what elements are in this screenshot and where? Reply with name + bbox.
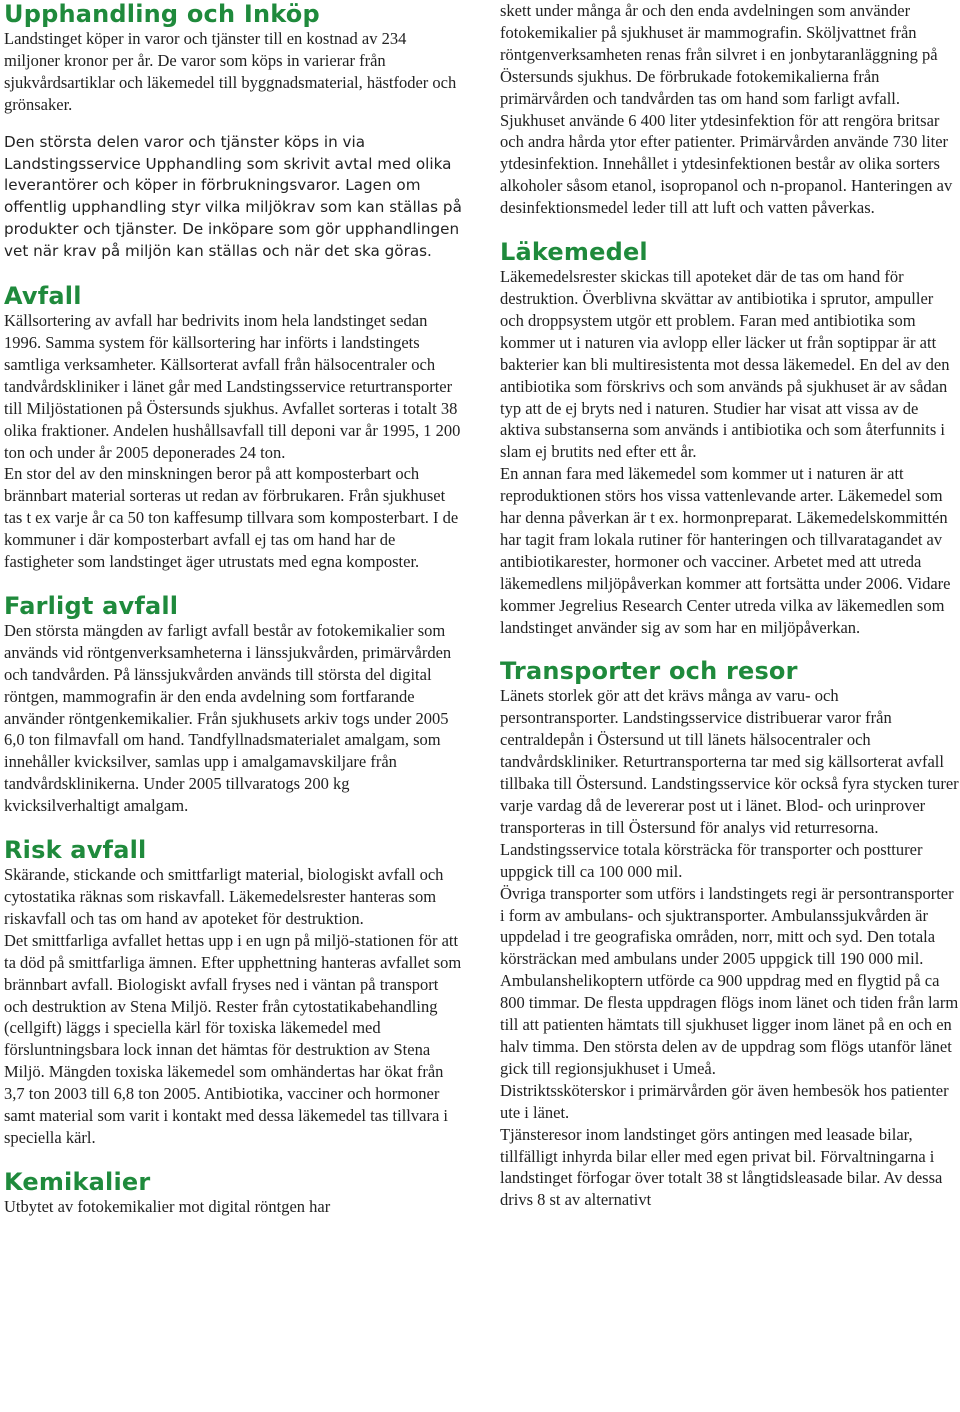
right-column <box>500 0 960 1211</box>
paragraph-risk-avfall-2: Det smittfarliga avfallet hettas upp i en ugn på miljö-stationen för att ta död på smittfarliga ämnen. Efter upphettning hanteras avfallet som brännbart avfall. Biologiskt avfall fryses ned i väntan på transport och destruktion av Stena Miljö. Rester från cytostatikabehandling (cellgift) läggs i speciella kärl för toxiska läkemedel med försluntningsbara lock innan det hämtas för destruktion av Stena Miljö. Mängden toxiska läkemedel som omhändertas har ökat från 3,7 ton 2003 till 6,8 ton 2005. Antibiotika, vacciner och hormoner samt material som varit i kontakt med dessa läkemedel tas tillvara i speciella kärl. <box>4 930 462 1147</box>
paragraph-kemikalier: Utbytet av fotokemikalier mot digital röntgen har <box>4 1196 331 1216</box>
paragraph-transporter-3: Distriktssköterskor i primärvården gör även hembesök hos patienter ute i länet. <box>500 1080 949 1122</box>
left-column <box>4 0 466 1218</box>
paragraph-transporter-1: Länets storlek gör att det krävs många av varu- och persontransporter. Landstingsservice distribuerar varor från centraldepån i Östersund ut till länets hälsocentraler och tandvårdskliniker. Returtransporterna tar med sig källsorterat avfall tillbaka till Östersund. Landstingsservice kör också fyra stycken turer varje vardag då de levererar post ut i länet. Blod- och urinprover transporteras in till Östersund för analys vid returresorna. Landstingsservice totala körsträcka för transporter och postturer uppgick till ca 100 000 mil. <box>500 686 959 881</box>
paragraph-avfall-2: En stor del av den minskningen beror på att komposterbart och brännbart material sorteras ut redan av förbrukaren. Från sjukhuset tas t ex varje år ca 50 ton kaffesump tillvara som komposterbart. I de kommuner i där komposterbart avfall ej tas om hand har de fastigheter som landstinget äger utrustats med egna komposter. <box>4 464 459 572</box>
paragraph-kemikalier-continued-2: Sjukhuset använde 6 400 liter ytdesinfektion för att rengöra britsar och andra hårda ytor efter patienter. Primärvården använde 730 liter ytdesinfektion. Innehållet i ytdesinfektionen består av olika sorters alkoholer såsom etanol, isopropanol och n-propanol. Hanteringen av desinfektionsmedel leder till att luft och vatten påverkas. <box>500 110 953 218</box>
paragraph-avfall-1: Källsortering av avfall har bedrivits inom hela landstinget sedan 1996. Samma system för källsortering har införts i landstingets samtliga verksamheter. Källsorterat avfall från hälsocentraler och tandvårdskliniker i länet går med Landstingsservice returtransporter till Miljöstationen på Östersunds sjukhus. Avfallet sorteras i totalt 38 olika fraktioner. Andelen hushållsavfall till deponi var år 1995, 1 200 ton och under år 2005 deponerades 24 ton. <box>4 311 461 462</box>
paragraph-lakemedel-1: Läkemedelsrester skickas till apoteket där de tas om hand för destruktion. Överblivna skvättar av antibiotika i sprutor, ampuller och droppsystem utgör ett problem. Faran med antibiotika som kommer ut i naturen via avlopp eller läcker ut från soptippar är att bakterier kan bli multiresistenta mot dessa läkemedel. En del av den antibiotika som förskrivs och som används på sjukhuset är av sådan typ att de ej bryts ned i naturen. Studier har visat att vissa av de aktiva substanserna som används i antibiotika och som återfunnits i slam ej brutits ned efter ett år. <box>500 267 950 462</box>
paragraph-risk-avfall-1: Skärande, stickande och smittfarligt material, biologiskt avfall och cytostatika räknas som riskavfall. Läkemedelsrester hanteras som riskavfall och tas om hand av apoteket för destruktion. <box>4 865 444 928</box>
heading-upphandling: Upphandling och Inköp <box>4 0 320 28</box>
paragraph-upphandling-2: Den största delen varor och tjänster köps in via Landstingsservice Upphandling som skrivit avtal med olika leverantörer och köper in förbrukningsvaror. Lagen om offentlig upphandling styr vilka miljökrav som kan ställas på produkter och tjänster. De inköpare som gör upphandlingen vet när krav på miljön kan ställas och när det ska göras. <box>4 132 462 261</box>
paragraph-lakemedel-2: En annan fara med läkemedel som kommer ut i naturen är att reproduktionen störs hos vissa vattenlevande arter. Läkemedel som har denna påverkan är t ex. hormonpreparat. Läkemedelskommittén har tagit fram lokala rutiner för hanteringen och tillvaratagandet av antibiotikarester, hormoner och vacciner. Arbetet med att utreda läkemedlens miljöpåverkan kommer att fortsätta under 2006. Vidare kommer Jegrelius Research Center utreda vilka av läkemedlen som landstinget använder sig av som har en miljöpåverkan. <box>500 464 951 637</box>
paragraph-farligt-avfall: Den största mängden av farligt avfall består av fotokemikalier som används vid röntgenverksamheterna i länssjukvården, primärvården och tandvården. På länssjukvården används till största del digital röntgen, mammografin är den enda avdelning som fortfarande använder röntgenkemikalier. Från sjukhusets arkiv togs under 2005 6,0 ton filmavfall om hand. Tandfyllnadsmaterialet amalgam, som innehåller kvicksilver, samlas upp i amalgamavskiljare från tandvårdsklinikerna. Under 2005 tillvaratogs 200 kg kvicksilverhaltigt amalgam. <box>4 620 452 816</box>
paragraph-transporter-4: Tjänsteresor inom landstinget görs antingen med leasade bilar, tillfälligt inhyrda bilar eller med egen privat bil. Förvaltningarna i landstinget förfogar över totalt 38 st långtidsleasade bilar. Av dessa drivs 8 st av alternativt <box>500 1124 943 1210</box>
heading-transporter: Transporter och resor <box>500 657 798 686</box>
heading-avfall: Avfall <box>4 282 82 311</box>
paragraph-upphandling-1: Landstinget köper in varor och tjänster till en kostnad av 234 miljoner kronor per år. De varor som köps in varierar från sjukvårdsartiklar och läkemedel till byggnadsmaterial, hästfoder och grönsaker. <box>4 29 457 114</box>
heading-farligt-avfall: Farligt avfall <box>4 591 179 620</box>
paragraph-transporter-2: Övriga transporter som utförs i landstingets regi är persontransporter i form av ambulans- och sjuktransporter. Ambulanssjukvården är uppdelad i tre geografiska områden, norr, mitt och syd. Den totala körsträckan med ambulans under 2005 uppgick till 190 000 mil. Ambulanshelikoptern utförde ca 900 uppdrag med en flygtid på ca 800 timmar. De flesta uppdragen flögs inom länet och tiden från larm till att patienten hämtats till sjukhuset ligger inom länet på en och en halv timma. Den största delen av de uppdrag som flögs utanför länet gick till regionsjukhuset i Umeå. <box>500 883 959 1078</box>
heading-risk-avfall: Risk avfall <box>4 836 147 865</box>
heading-kemikalier: Kemikalier <box>4 1167 151 1196</box>
heading-lakemedel: Läkemedel <box>500 238 648 267</box>
paragraph-kemikalier-continued-1: skett under många år och den enda avdelningen som använder fotokemikalier på sjukhuset är mammografin. Sköljvattnet från röntgenverksamheten renas från silvret i en jonbytaranläggning på Östersunds sjukhus. De förbrukade fotokemikalierna från primärvården och tandvården tas om hand som farligt avfall. <box>500 1 938 108</box>
